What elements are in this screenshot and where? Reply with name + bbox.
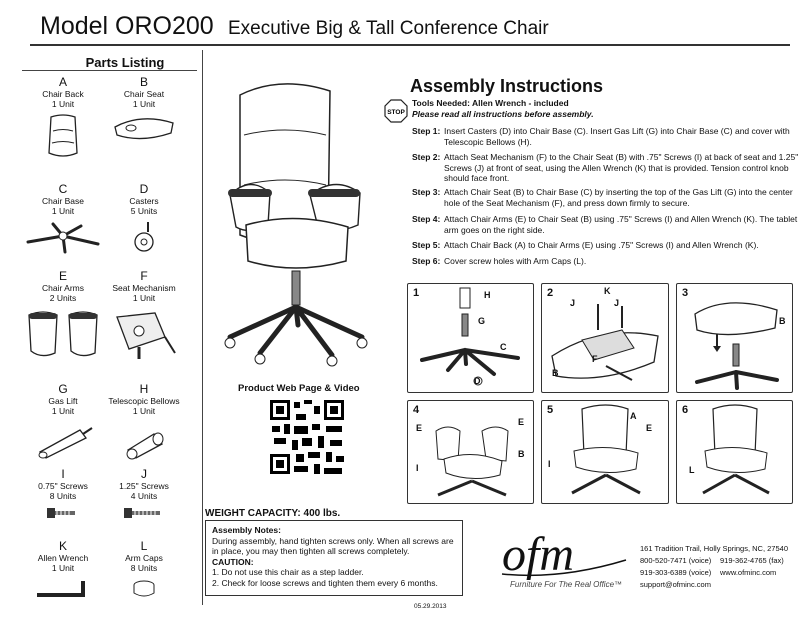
part-a [22,76,104,161]
address: 161 Tradition Trail, Holly Springs, NC, 27540 [640,544,788,553]
label-a: A [630,411,637,421]
part-letter: H [139,382,149,396]
label-d: D [474,376,481,386]
part-name: Chair Back [42,89,84,99]
label-k: K [604,286,611,296]
part-qty: 5 Units [130,206,158,216]
notes-body: During assembly, hand tighten screws only. When all screws are in place, you may then tighten all screws completely. [212,535,454,556]
product-subtitle: Executive Big & Tall Conference Chair [228,18,549,39]
part-f [103,270,185,361]
part-letter: B [139,75,148,89]
part-qty: 1 Unit [51,206,75,216]
caution-title: CAUTION: [212,556,254,567]
panel-number: 3 [682,287,689,299]
seat-mechanism-attach-icon [542,284,668,392]
part-qty: 1 Unit [51,563,75,573]
label-b: B [552,368,559,378]
website-link[interactable]: www.ofminc.com [720,568,777,577]
label-i: I [416,463,419,473]
part-name: Allen Wrench [37,553,89,563]
diagram-step-6 [676,400,793,504]
part-qty: 2 Units [49,293,77,303]
part-name: Seat Mechanism [112,283,176,293]
part-letter: J [141,467,147,481]
back-attach-icon [542,401,668,503]
model-title: Model ORO200 [40,12,214,40]
label-h: H [484,290,491,300]
part-b [103,76,185,143]
label-j: J [614,298,620,308]
part-qty: 1 Unit [132,99,156,109]
parts-rule [22,70,197,71]
part-c [22,183,104,254]
part-qty: 8 Units [130,563,158,573]
part-d [103,183,185,254]
caution-2: 2. Check for loose screws and tighten them every 6 months. [212,577,438,588]
qr-code-icon[interactable] [268,398,346,476]
label-l: L [689,465,695,475]
arms-attach-icon [408,401,533,503]
read-instructions: Please read all instructions before assembly. [412,109,594,119]
diagram-step-1 [407,283,534,393]
part-letter: K [58,539,67,553]
seat-to-base-icon [677,284,792,392]
panel-number: 1 [413,287,420,299]
part-letter: F [140,269,148,283]
diagram-step-2 [541,283,669,393]
long-screw-icon [122,505,166,521]
label-b: B [518,449,525,459]
label-b: B [779,316,786,326]
chair-back-icon [43,113,83,161]
step-1: Step 1: Insert Casters (D) into Chair Base (C). Insert Gas Lift (G) into Chair Base (C) and cover with Telescopic Bellows (H). [412,126,790,147]
assembly-notes-box [205,520,463,596]
part-qty: 8 Units [49,491,77,501]
step-4: Step 4: Attach Chair Arms (E) to Chair Seat (B) using .75" Screws (I) and Allen Wrench (K). The tablet arm goes on the right side. [412,214,798,235]
gas-lift-icon [28,420,98,460]
telescopic-bellows-icon [114,420,174,460]
column-divider [202,50,203,605]
part-letter: D [139,182,149,196]
part-qty: 1 Unit [51,406,75,416]
part-letter: L [140,539,148,553]
panel-number: 5 [547,404,554,416]
part-h [103,383,185,460]
weight-capacity: WEIGHT CAPACITY: 400 lbs. [205,508,341,519]
part-name: Chair Base [41,196,85,206]
part-letter: E [58,269,67,283]
assembly-title: Assembly Instructions [410,76,604,96]
part-k [22,540,104,601]
part-letter: G [58,382,68,396]
notes-title: Assembly Notes: [212,525,281,535]
chair-arms-icon [23,307,103,361]
part-name: 0.75" Screws [38,481,88,491]
ofm-logo [500,530,630,582]
part-name: 1.25" Screws [119,481,169,491]
part-letter: C [58,182,68,196]
part-qty: 4 Units [130,491,158,501]
part-e [22,270,104,361]
label-i: I [548,459,551,469]
diagram-step-3 [676,283,793,393]
brand-tagline: Furniture For The Real Office™ [510,580,623,589]
panel-number: 6 [682,404,689,416]
phone-voice-1: 800-520-7471 (voice) [640,556,712,565]
label-c: C [500,342,507,352]
stop-sign-icon [384,99,408,123]
chair-seat-icon [111,113,177,143]
label-f: F [592,354,598,364]
chair-base-icon [23,220,103,254]
tools-needed: Tools Needed: Allen Wrench - included [412,98,569,108]
part-i [22,468,104,521]
part-qty: 1 Unit [51,99,75,109]
label-e: E [518,417,525,427]
stop-sign-text: STOP [387,109,405,116]
label-e: E [646,423,653,433]
part-letter: I [61,467,65,481]
allen-wrench-icon [33,577,93,601]
part-name: Casters [129,196,159,206]
part-name: Chair Seat [123,89,165,99]
step-6: Step 6: Cover screw holes with Arm Caps (L). [412,256,587,266]
svg-text:ofm: ofm [502,530,574,581]
part-name: Telescopic Bellows [108,396,180,406]
arm-caps-icon [677,401,792,503]
panel-number: 4 [413,404,420,416]
panel-number: 2 [547,287,554,299]
caster-icon [124,220,164,254]
parts-listing-title: Parts Listing [85,55,165,70]
revision-date: 05.29.2013 [414,603,447,610]
short-screw-icon [43,505,83,521]
base-assembly-icon [408,284,533,392]
phone-fax: 919-362-4765 (fax) [720,556,784,565]
diagram-step-5 [541,400,669,504]
diagram-step-4 [407,400,534,504]
part-name: Chair Arms [41,283,85,293]
step-2: Step 2: Attach Seat Mechanism (F) to the Chair Seat (B) with .75" Screws (I) at back of seat and 1.25" Screws (J) at front of seat, using the Allen Wrench (K) that is provided. Tension control knob should face front. [412,152,799,183]
support-email-link[interactable]: support@ofminc.com [640,580,711,589]
part-letter: A [58,75,67,89]
step-5: Step 5: Attach Chair Back (A) to Chair Arms (E) using .75" Screws (I) and Allen Wrench (K). [412,240,759,250]
part-name: Gas Lift [48,396,78,406]
label-e: E [416,423,423,433]
part-j [103,468,185,521]
chair-illustration [210,75,380,380]
phone-voice-2: 919-303-6389 (voice) [640,568,712,577]
step-3: Step 3: Attach Chair Seat (B) to Chair Base (C) by inserting the top of the Gas Lift (G) into the center hole of the Seat Mechanism (F), and press down firmly to secure. [412,187,793,208]
part-g [22,383,104,460]
part-name: Arm Caps [125,553,163,563]
web-video-title: Product Web Page & Video [238,383,360,394]
part-qty: 1 Unit [132,406,156,416]
part-l [103,540,185,601]
part-qty: 1 Unit [132,293,156,303]
arm-cap-icon [129,577,159,601]
caution-1: 1. Do not use this chair as a step ladder. [212,567,364,577]
label-j: J [570,298,576,308]
seat-mechanism-icon [109,307,179,361]
label-g: G [478,316,486,326]
header-rule [30,44,790,46]
